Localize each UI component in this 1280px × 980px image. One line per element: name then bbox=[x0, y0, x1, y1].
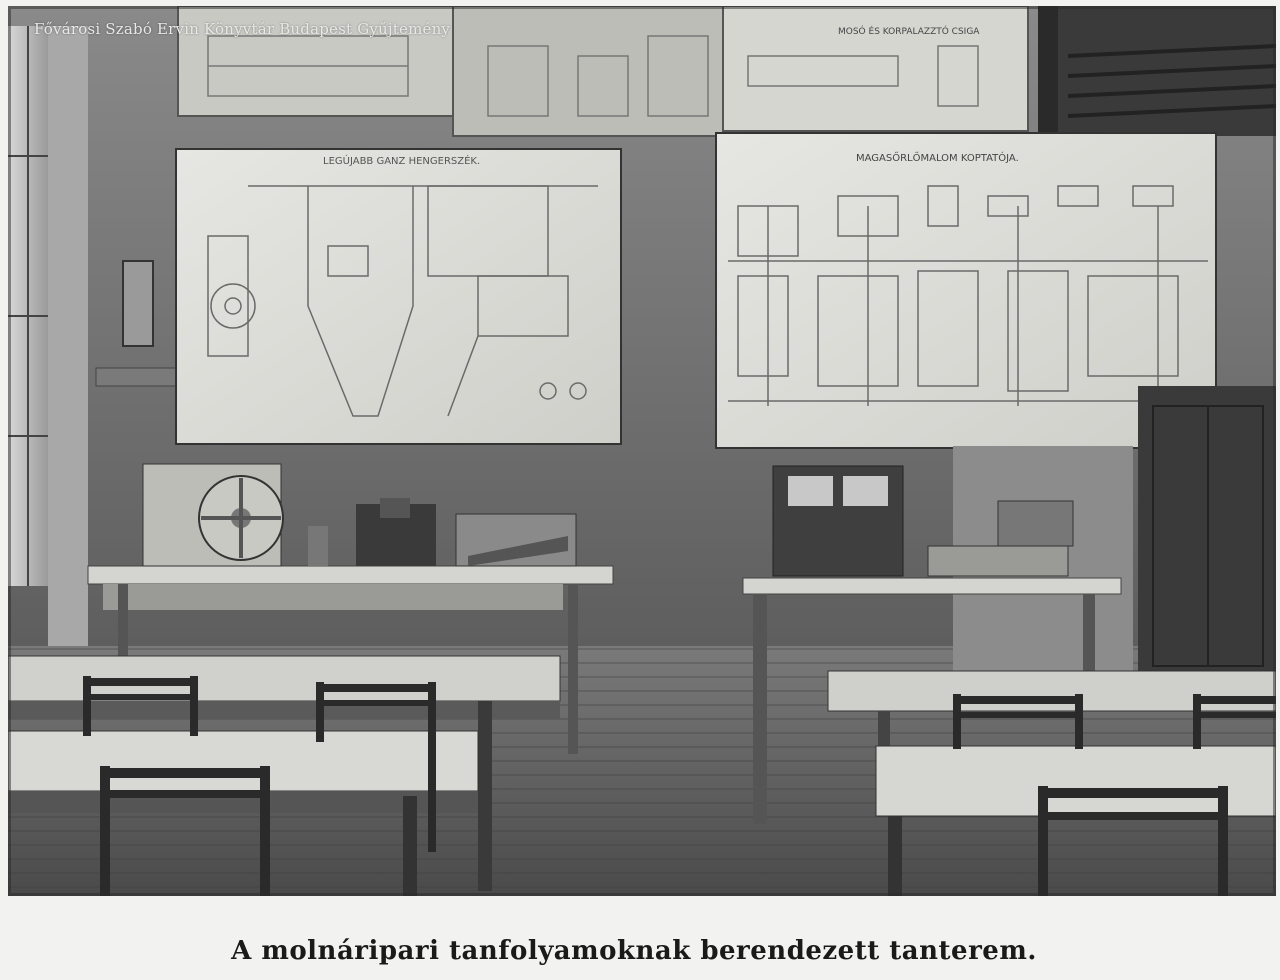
photo-caption: A molnáripari tanfolyamoknak berendezett tanterem. bbox=[231, 936, 1037, 966]
left-poster bbox=[176, 149, 621, 444]
library-watermark: Fővárosi Szabó Ervin Könyvtár Budapest Gyűjtemény bbox=[34, 20, 451, 38]
top-right-poster-title: MOSÓ ÉS KORPALAZZTÓ CSIGA bbox=[838, 27, 980, 37]
classroom-photograph bbox=[8, 6, 1276, 896]
right-poster-title: MAGASŐRLŐMALOM KOPTATÓJA. bbox=[856, 153, 1019, 164]
left-window bbox=[8, 26, 88, 646]
left-poster-title: LEGÚJABB GANZ HENGERSZÉK. bbox=[323, 156, 481, 167]
small-framed-picture bbox=[123, 261, 153, 346]
